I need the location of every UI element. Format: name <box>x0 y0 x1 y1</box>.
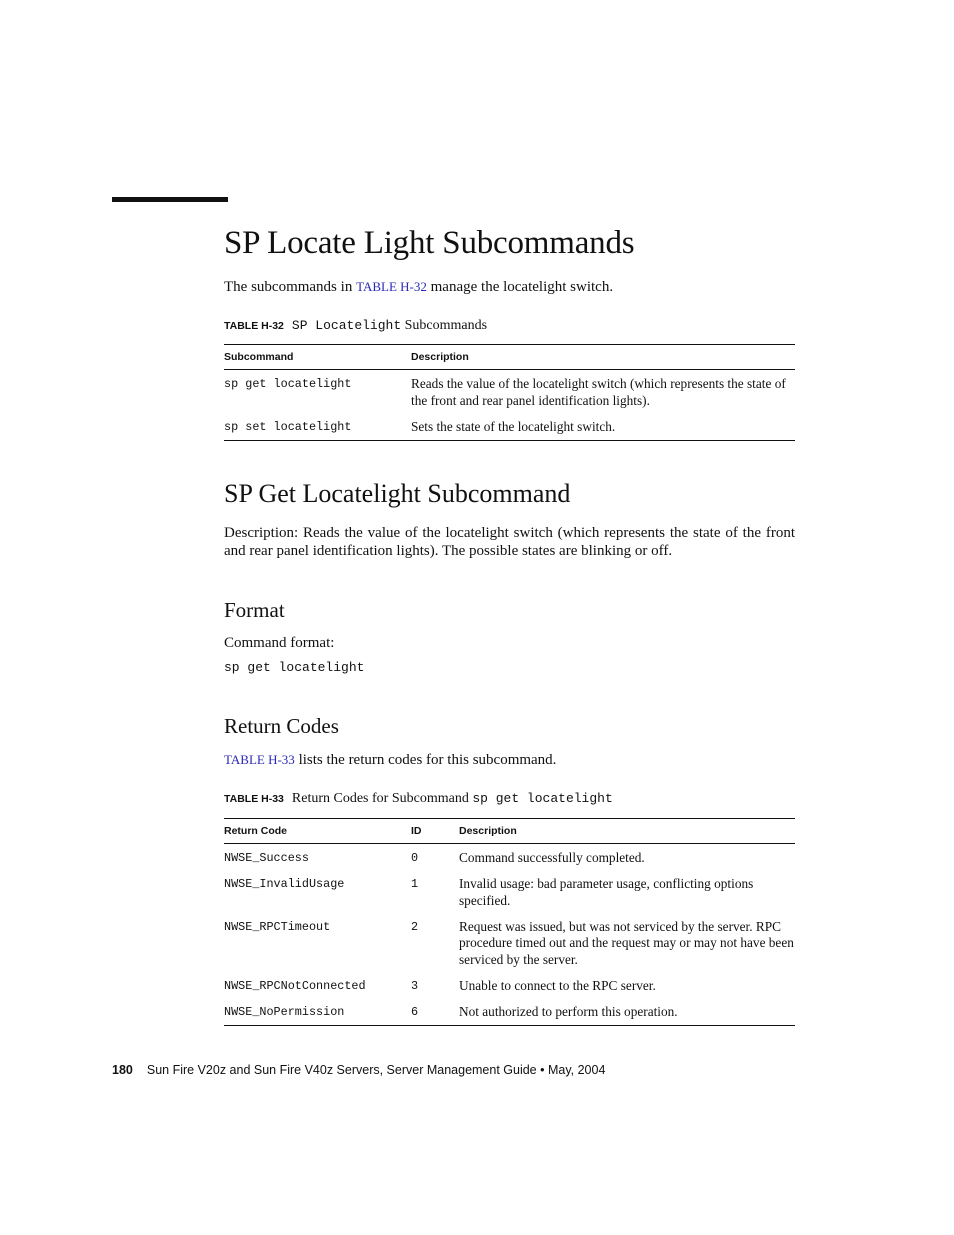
description-cell: Sets the state of the locatelight switch. <box>411 419 795 441</box>
table-h32-link[interactable]: TABLE H-32 <box>356 279 427 294</box>
caption-text: Subcommands <box>401 318 488 333</box>
caption-label: TABLE H-33 <box>224 793 284 805</box>
page-number: 180 <box>112 1063 133 1077</box>
subcommands-table <box>224 344 795 441</box>
intro-text-before: The subcommands in <box>224 279 357 295</box>
caption-code: sp get locatelight <box>472 791 613 806</box>
table-h33-caption <box>224 790 613 808</box>
caption-text: Return Codes for Subcommand <box>291 791 473 806</box>
footer-text: Sun Fire V20z and Sun Fire V40z Servers, Server Management Guide • May, 2004 <box>146 1063 606 1077</box>
section-title: SP Get Locatelight Subcommand <box>224 479 571 508</box>
format-label: Command format: <box>224 635 335 651</box>
table-row <box>224 1004 795 1026</box>
page-footer <box>112 1063 605 1077</box>
table-row <box>224 919 795 978</box>
subcommand-cell: sp get locatelight <box>224 377 352 391</box>
description-cell: Request was issued, but was not serviced by the server. RPC procedure timed out and the request may or may not have been serviced by the server. <box>459 918 794 967</box>
return-codes-intro <box>224 751 556 769</box>
return-codes-heading: Return Codes <box>224 714 339 738</box>
description-cell: Unable to connect to the RPC server. <box>459 977 656 993</box>
section-description: Description: Reads the value of the locatelight switch (which represents the state of the front and rear panel identification lights). The possible states are blinking or off. <box>224 525 795 559</box>
table-h32-caption <box>224 317 487 335</box>
format-heading: Format <box>224 598 285 622</box>
id-cell: 6 <box>411 1004 459 1026</box>
column-header-id: ID <box>411 819 459 844</box>
description-cell: Not authorized to perform this operation. <box>459 1004 795 1026</box>
table-h33-link[interactable]: TABLE H-33 <box>224 752 295 767</box>
id-cell: 0 <box>411 851 419 865</box>
return-code-cell: NWSE_RPCNotConnected <box>224 978 366 993</box>
id-cell: 2 <box>411 919 419 934</box>
description-cell: Command successfully completed. <box>459 850 645 865</box>
id-cell: 1 <box>411 877 419 891</box>
id-cell: 3 <box>411 978 419 993</box>
return-code-cell: NWSE_InvalidUsage <box>224 877 345 891</box>
table-row <box>224 419 795 441</box>
return-code-cell: NWSE_Success <box>224 851 309 865</box>
table-row <box>224 978 795 1004</box>
description-cell: Invalid usage: bad parameter usage, conflicting options specified. <box>459 876 754 908</box>
column-header-return-code: Return Code <box>224 819 411 844</box>
intro-paragraph <box>224 278 613 296</box>
table-row <box>224 876 795 919</box>
table-row <box>224 370 795 419</box>
caption-code: SP Locatelight <box>291 318 402 333</box>
return-code-cell: NWSE_RPCTimeout <box>224 919 331 934</box>
return-codes-intro-text: lists the return codes for this subcommand. <box>294 752 557 768</box>
column-header-subcommand: Subcommand <box>224 345 411 370</box>
subcommand-cell: sp set locatelight <box>224 419 411 441</box>
table-header-row <box>224 345 795 370</box>
column-header-description: Description <box>411 345 795 370</box>
page-title: SP Locate Light Subcommands <box>224 225 635 261</box>
return-codes-table <box>224 818 795 1026</box>
column-header-description: Description <box>459 819 795 844</box>
table-row <box>224 844 795 877</box>
chapter-rule <box>112 197 228 202</box>
description-cell: Reads the value of the locatelight switch (which represents the state of the front and rear panel identification lights). <box>411 376 786 408</box>
return-code-cell: NWSE_NoPermission <box>224 1004 411 1026</box>
format-command: sp get locatelight <box>224 660 365 675</box>
intro-text-after: manage the locatelight switch. <box>426 279 614 295</box>
caption-label: TABLE H-32 <box>224 320 284 332</box>
table-header-row <box>224 819 795 844</box>
